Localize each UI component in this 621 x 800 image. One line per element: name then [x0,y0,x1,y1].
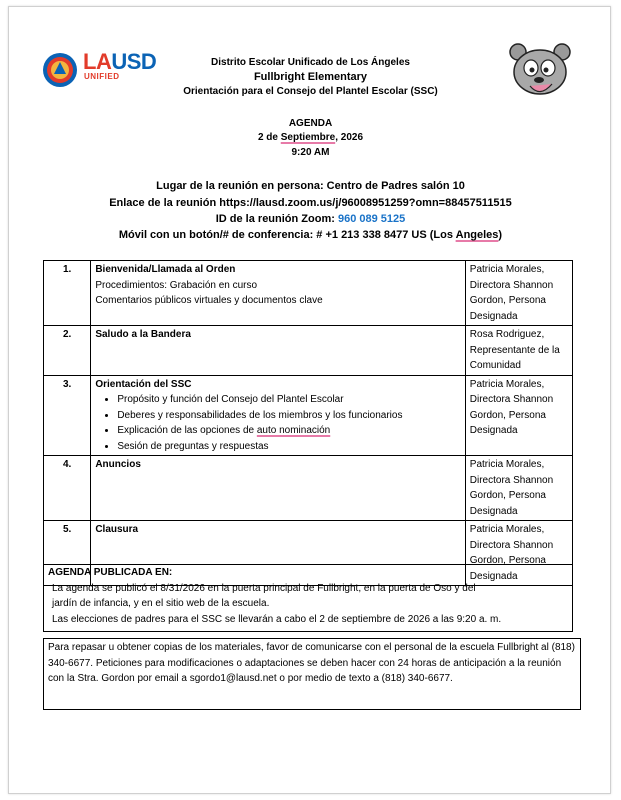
agenda-row [44,261,573,326]
contact-notice: Para repasar u obtener copias de los materiales, favor de comunicarse con el personal de la escuela Fullbright al (818) 340-6677. Peticiones para modificaciones o adaptaciones se deben hacer con 24 horas de anticipación a la reunión con la Stra. Gordon por email a sgordo1@lausd.net o por medio de texto a (818) 340-6677. [43,638,581,710]
item-presenters: Patricia Morales, Directora Shannon Gordon, Persona Designada [465,261,572,326]
item-presenters: Patricia Morales, Directora Shannon Gordon, Persona Designada [465,521,572,586]
zoom-meeting-id: ID de la reunión Zoom: 960 089 5125 [215,213,406,225]
published-title: AGENDA PUBLICADA EN: [48,567,173,578]
item-line: Procedimientos: Grabación en curso [95,279,258,291]
item-number: 1. [44,261,91,326]
meeting-time: 9:20 AM [291,147,330,158]
meeting-location: Lugar de la reunión en persona: Centro de Padres salón 10 [156,180,465,192]
item-number: 2. [44,326,91,376]
agenda-table [43,260,573,586]
published-line: La agenda se publicó el 8/31/2026 en la puerta principal de Fullbright, en la puerta de Oso y del [52,582,476,594]
item-presenters: Rosa Rodriguez, Representante de la Comunidad [465,326,572,376]
published-notice [43,564,573,632]
meeting-date: 2 de Septiembre, 2026 [257,132,364,143]
item-title: Saludo a la Bandera [95,329,191,340]
lausd-wordmark: LAUSD [83,49,157,74]
item-presenters: Patricia Morales, Directora Shannon Gordon, Persona Designada [465,375,572,456]
agenda-row [44,326,573,376]
published-line: Las elecciones de padres para el SSC se llevarán a cabo el 2 de septiembre de 2026 a las 9:20 a. m. [52,613,502,625]
meeting-title: Orientación para el Consejo del Plantel Escolar (SSC) [183,86,438,97]
school-name: Fullbright Elementary [253,71,368,83]
district-name: Distrito Escolar Unificado de Los Ángeles [211,57,410,68]
bullet-item: • Propósito y función del Consejo del Plantel Escolar [117,392,460,408]
agenda-row [44,375,573,456]
item-line: Comentarios públicos virtuales y documentos clave [95,295,323,306]
dial-in-phone: Móvil con un botón/# de conferencia: # +1 213 338 8477 US (Los Angeles) [118,229,503,241]
agenda-heading: AGENDA [288,118,333,129]
item-number: 5. [44,521,91,586]
lausd-unified-label: UNIFIED [84,72,120,81]
item-title: Bienvenida/Llamada al Orden [95,264,236,275]
zoom-link[interactable]: Enlace de la reunión https://lausd.zoom.us/j/96008951259?omn=88457511515 [109,197,512,209]
bullet-item: • Sesión de preguntas y respuestas [117,439,460,455]
bullet-item: • Explicación de las opciones de auto nominación [117,423,460,439]
item-number: 3. [44,375,91,456]
item-title: Anuncios [95,459,141,470]
published-line: jardín de infancia, y en el sitio web de la escuela. [52,598,270,609]
item-bullets [95,392,460,454]
item-presenters: Patricia Morales, Directora Shannon Gordon, Persona Designada [465,456,572,521]
item-title: Orientación del SSC [95,378,192,390]
bullet-item: • Deberes y responsabilidades de los miembros y los funcionarios [117,408,460,424]
item-number: 4. [44,456,91,521]
agenda-row [44,456,573,521]
item-title: Clausura [95,524,139,535]
